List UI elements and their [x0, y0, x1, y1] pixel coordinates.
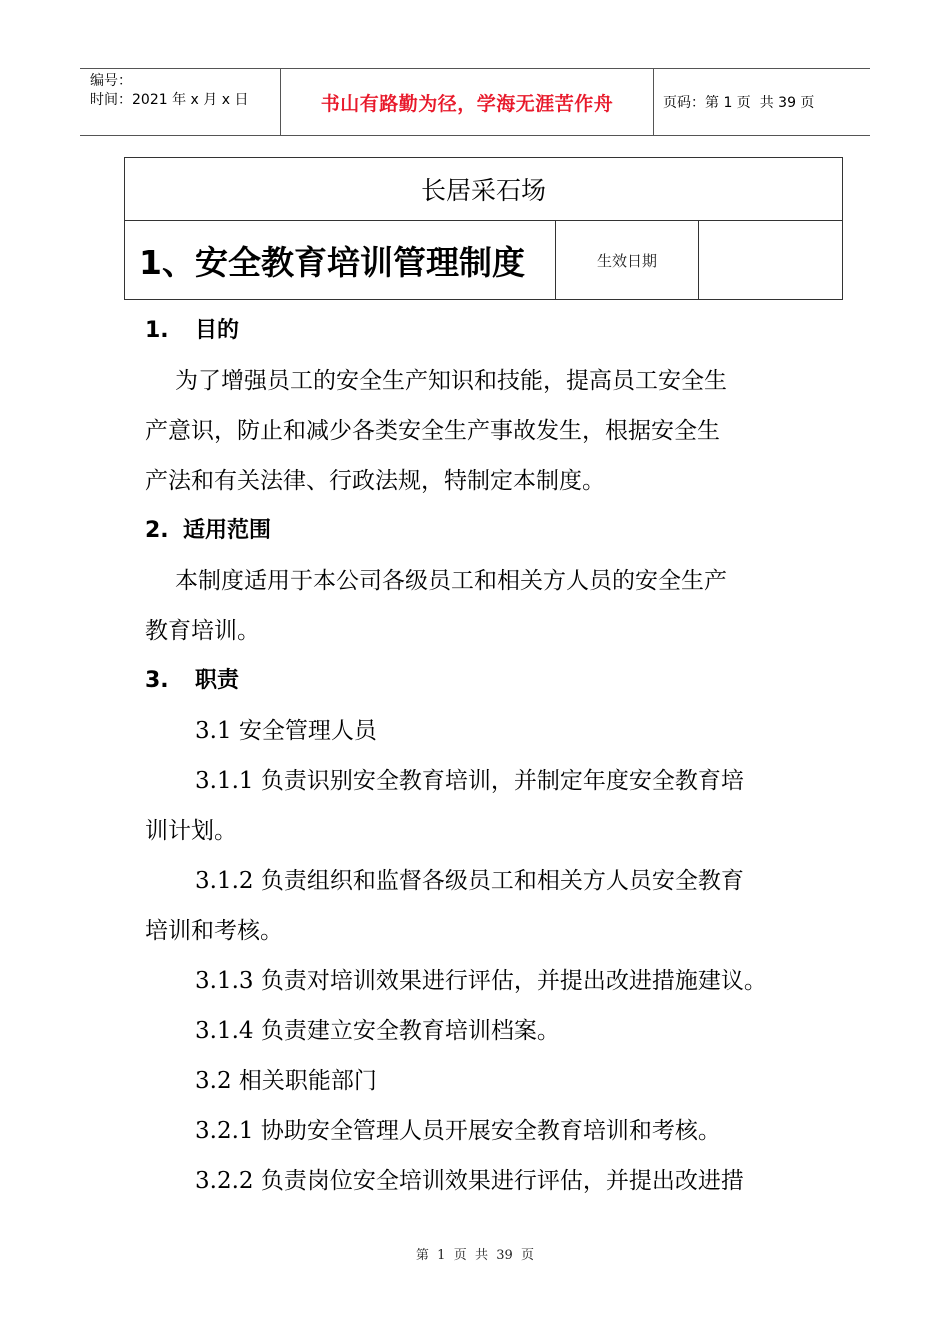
doc-number-label: 编号： — [90, 73, 132, 89]
paragraph: 本制度适用于本公司各级员工和相关方人员的安全生产 — [175, 568, 727, 594]
section-title: 适用范围 — [183, 518, 272, 543]
page-footer: 第 1 页 共 39 页 — [415, 1248, 535, 1263]
title-row — [125, 221, 842, 299]
list-item: 3.1.4 负责建立安全教育培训档案。 — [195, 1018, 560, 1044]
header-page-info — [654, 69, 870, 135]
section-title: 目的 — [195, 318, 240, 343]
company-name: 长居采石场 — [125, 158, 842, 221]
paragraph: 产意识，防止和减少各类安全生产事故发生，根据安全生 — [145, 418, 720, 444]
subsection-title: 3.2 相关职能部门 — [195, 1068, 377, 1094]
header-meta — [80, 69, 281, 135]
section-heading-duties — [145, 656, 807, 706]
section-number: 3. — [145, 668, 169, 693]
header-motto: 书山有路勤为径，学海无涯苦作舟 — [281, 69, 654, 135]
title-table — [124, 157, 843, 300]
list-item: 3.1.1 负责识别安全教育培训，并制定年度安全教育培 — [195, 768, 744, 794]
subsection-title: 3.1 安全管理人员 — [195, 718, 377, 744]
paragraph: 教育培训。 — [145, 618, 260, 644]
paragraph: 产法和有关法律、行政法规，特制定本制度。 — [145, 468, 605, 494]
document-body — [145, 306, 807, 1206]
list-item-continued: 培训和考核。 — [145, 918, 283, 944]
section-title: 职责 — [195, 668, 240, 693]
list-item: 3.2.2 负责岗位安全培训效果进行评估，并提出改进措 — [195, 1168, 744, 1194]
list-item: 3.1.2 负责组织和监督各级员工和相关方人员安全教育 — [195, 868, 744, 894]
section-heading-purpose — [145, 306, 807, 356]
doc-time-label: 时间：2021 年 x 月 x 日 — [90, 92, 249, 108]
document-title: 1、安全教育培训管理制度 — [125, 221, 556, 299]
section-heading-scope — [145, 506, 807, 556]
section-number: 2. — [145, 518, 169, 543]
list-item: 3.2.1 协助安全管理人员开展安全教育培训和考核。 — [195, 1118, 721, 1144]
page-info-text: 页码：第 1 页 共 39 页 — [663, 95, 815, 111]
effective-date-value — [699, 221, 842, 299]
page-header — [80, 68, 870, 136]
section-number: 1. — [145, 318, 169, 343]
paragraph: 为了增强员工的安全生产知识和技能，提高员工安全生 — [175, 368, 727, 394]
effective-date-label: 生效日期 — [556, 221, 699, 299]
list-item-continued: 训计划。 — [145, 818, 237, 844]
list-item: 3.1.3 负责对培训效果进行评估，并提出改进措施建议。 — [195, 968, 767, 994]
